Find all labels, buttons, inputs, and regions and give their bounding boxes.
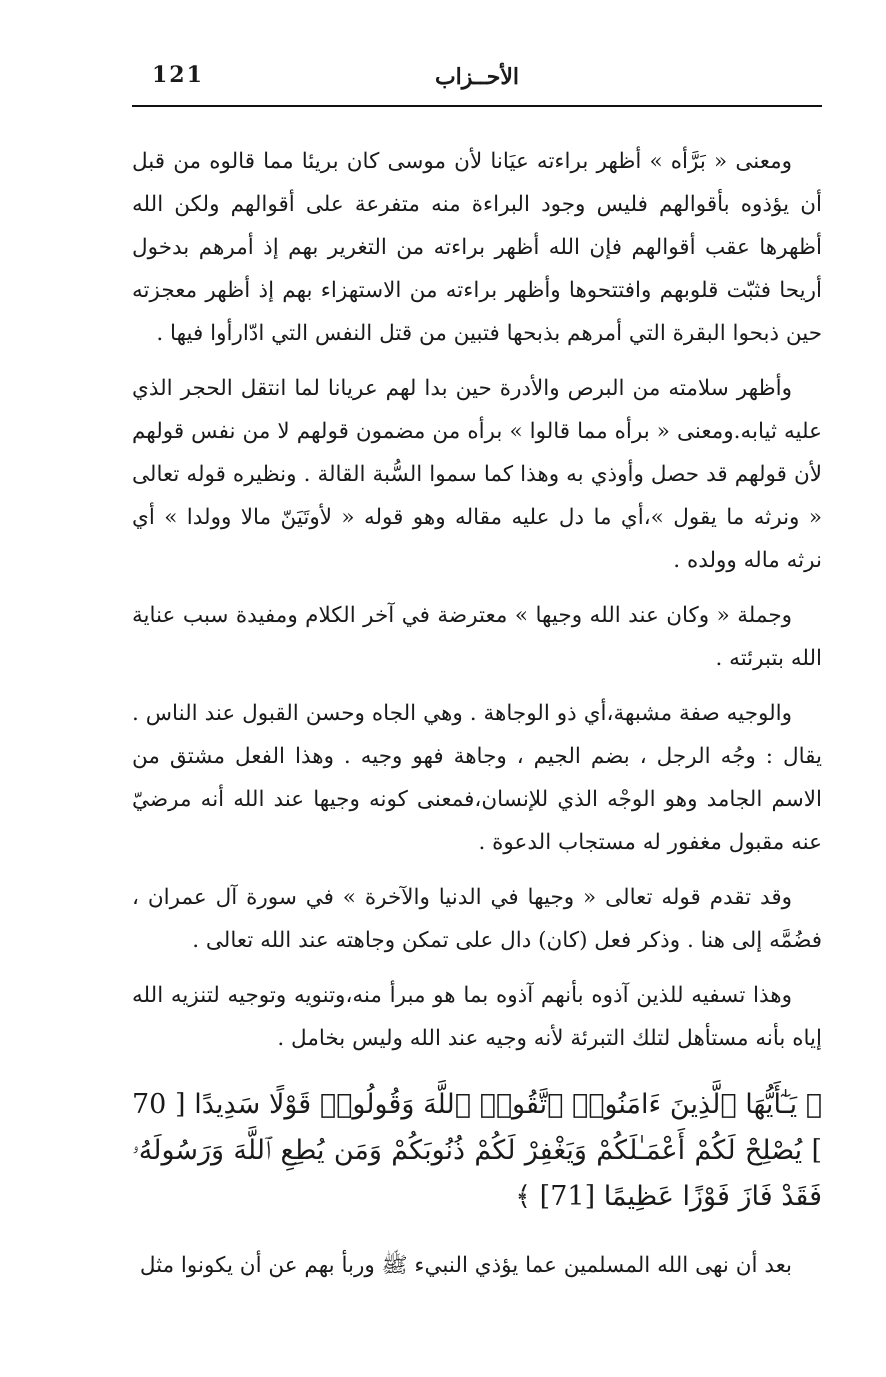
page-header [132,58,822,106]
paragraph-5: وقد تقدم قوله تعالى « وجيها في الدنيا والآخرة » في سورة آل عمران ، فضُمَّه إلى هنا . وذكر فعل (كان) دال على تمكن وجاهته عند الله تعالى . [132,885,822,953]
paragraph-2: وأظهر سلامته من البرص والأدرة حين بدا لهم عريانا لما انتقل الحجر الذي عليه ثيابه.ومعنى « برأه مما قالوا » برأه من مضمون قولهم لا من نفس قولهم لأن قولهم قد حصل وأوذي به وهذا كما سموا السُّبة القالة . ونظيره قوله تعالى « ونرثه ما يقول »،أي ما دل عليه مقاله وهو قوله « لأوتَيَنّ مالا وولدا » أي نرثه ماله وولده . [132,376,822,573]
paragraph-6: وهذا تسفيه للذين آذوه بأنهم آذوه بما هو مبرأ منه،وتنويه وتوجيه لتنزيه الله إياه بأنه مستأهل لتلك التبرئة لأنه وجيه عند الله وليس بخامل . [132,983,822,1051]
quran-verse: ﴿ يَـٰٓأَيُّهَا ٱلَّذِينَ ءَامَنُوا۟ ٱتَّقُوا۟ ٱللَّهَ وَقُولُوا۟ قَوْلًا سَدِيدًا [ 70 ] يُصْلِحْ لَكُمْ أَعْمَـٰلَكُمْ وَيَغْفِرْ لَكُمْ ذُنُوبَكُمْ وَمَن يُطِعِ ٱللَّهَ وَرَسُولَهُۥ فَقَدْ فَازَ فَوْزًا عَظِيمًا [71] ﴾ [132,1089,822,1212]
paragraph-1: ومعنى « بَرَّأه » أظهر براءته عيَانا لأن موسى كان بريئا مما قالوه من قبل أن يؤذوه بأقوالهم فليس وجود البراءة منه متفرعة على أقوالهم ولكن الله أظهرها عقب أقوالهم فإن الله أظهر براءته من التغرير بهم إذ أمرهم بدخول أريحا فثبّت قلوبهم وافتتحوها وأظهر براءته من الاستهزاء بهم إذ أظهر معجزته حين ذبحوا البقرة التي أمرهم بذبحها فتبين من قتل النفس التي ادّارأوا فيها . [132,149,822,346]
paragraph-3: وجملة « وكان عند الله وجيها » معترضة في آخر الكلام ومفيدة سبب عناية الله بتبرئته . [132,603,822,671]
running-title: الأحــزاب [434,64,520,90]
body-text [132,140,822,1299]
paragraph-4: والوجيه صفة مشبهة،أي ذو الوجاهة . وهي الجاه وحسن القبول عند الناس . يقال : وجُه الرجل ، بضم الجيم ، وجاهة فهو وجيه . وهذا الفعل مشتق من الاسم الجامد وهو الوجْه الذي للإنسان،فمعنى كونه وجيها عند الله أنه مرضيّ عنه مقبول مغفور له مستجاب الدعوة . [132,701,822,855]
header-rule [132,105,822,107]
page-number: 121 [152,62,204,88]
paragraph-final: بعد أن نهى الله المسلمين عما يؤذي النبيء ﷺ وربأ بهم عن أن يكونوا مثل [139,1253,792,1278]
